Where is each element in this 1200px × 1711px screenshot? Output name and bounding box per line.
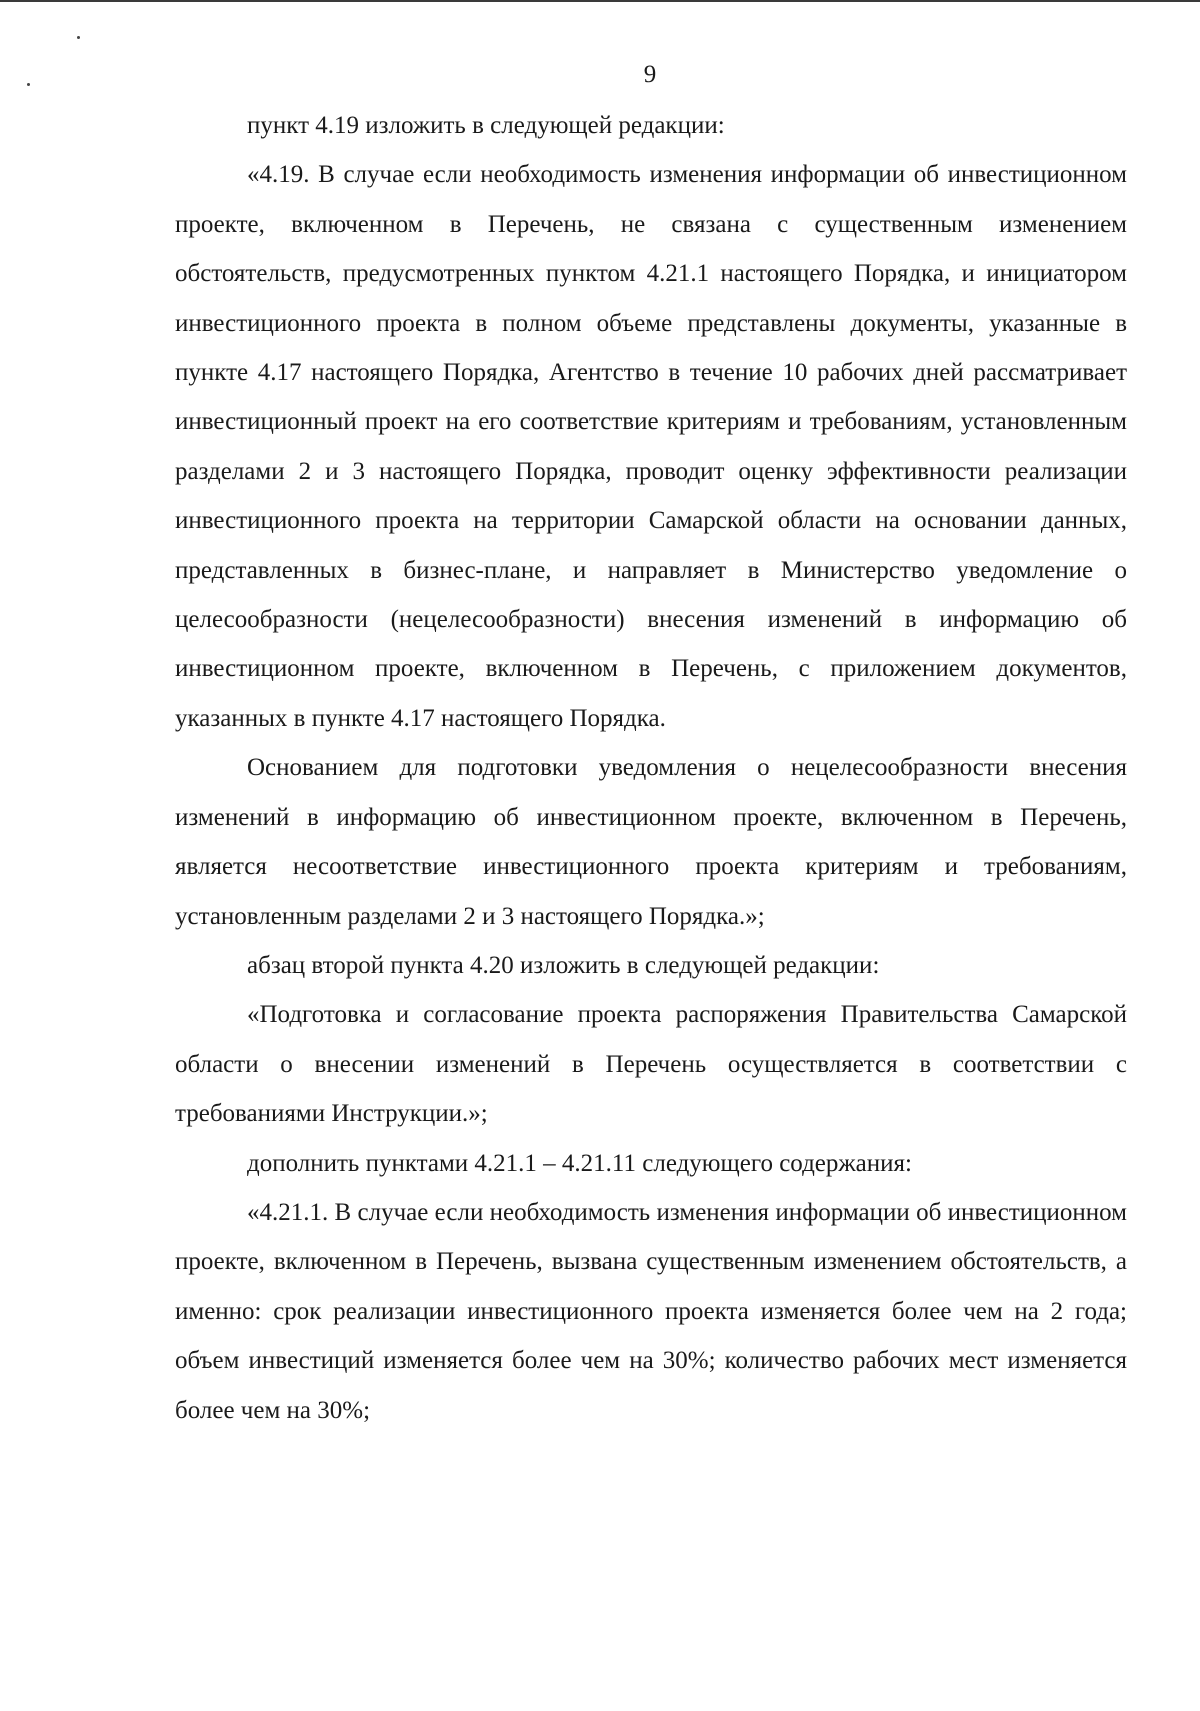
- scan-speck: [77, 36, 80, 39]
- paragraph-4-21-1-text: «4.21.1. В случае если необходимость изменения информации об инвестиционном проекте, включенном в Перечень, вызвана существенным изменением обстоятельств, а именно: срок реализации инвестиционного проекта изменяется более чем на 2 года; объем инвестиций изменяется более чем на 30%; количество рабочих мест изменяется более чем на 30%;: [175, 1198, 1127, 1424]
- paragraph-amend-4-20: абзац второй пункта 4.20 изложить в следующей редакции:: [247, 951, 880, 979]
- paragraph-add-items: дополнить пунктами 4.21.1 – 4.21.11 следующего содержания:: [247, 1149, 912, 1177]
- paragraph-amend-4-19: пункт 4.19 изложить в следующей редакции:: [247, 112, 725, 139]
- scan-top-edge: [0, 0, 1200, 2]
- paragraph-4-20-text: «Подготовка и согласование проекта распоряжения Правительства Самарской области о внесении изменений в Перечень осуществляется в соответствии с требованиями Инструкции.»;: [175, 1001, 1127, 1128]
- paragraph-4-19-text: «4.19. В случае если необходимость изменения информации об инвестиционном проекте, включенном в Перечень, не связана с существенным изменением обстоятельств, предусмотренных пунктом 4.21.1 настоящего Порядка, и инициатором инвестиционного проекта в полном объеме представлены документы, указанные в пункте 4.17 настоящего Порядка, Агентство в течение 10 рабочих дней рассматривает инвестиционный проект на его соответствие критериям и требованиям, установленным разделами 2 и 3 настоящего Порядка, проводит оценку эффективности реализации инвестиционного проекта на территории Самарской области на основании данных, представленных в бизнес-плане, и направляет в Министерство уведомление о целесообразности (нецелесообразности) внесения изменений в информацию об инвестиционном проекте, включенном в Перечень, с приложением документов, указанных в пункте 4.17 настоящего Порядка.: [175, 161, 1127, 732]
- paragraph-basis-notice: Основанием для подготовки уведомления о нецелесообразности внесения изменений в информацию об инвестиционном проекте, включенном в Перечень, является несоответствие инвестиционного проекта критериям и требованиям, установленным разделами 2 и 3 настоящего Порядка.»;: [175, 754, 1127, 930]
- page-number: 9: [643, 61, 657, 88]
- document-body: [175, 101, 1127, 1435]
